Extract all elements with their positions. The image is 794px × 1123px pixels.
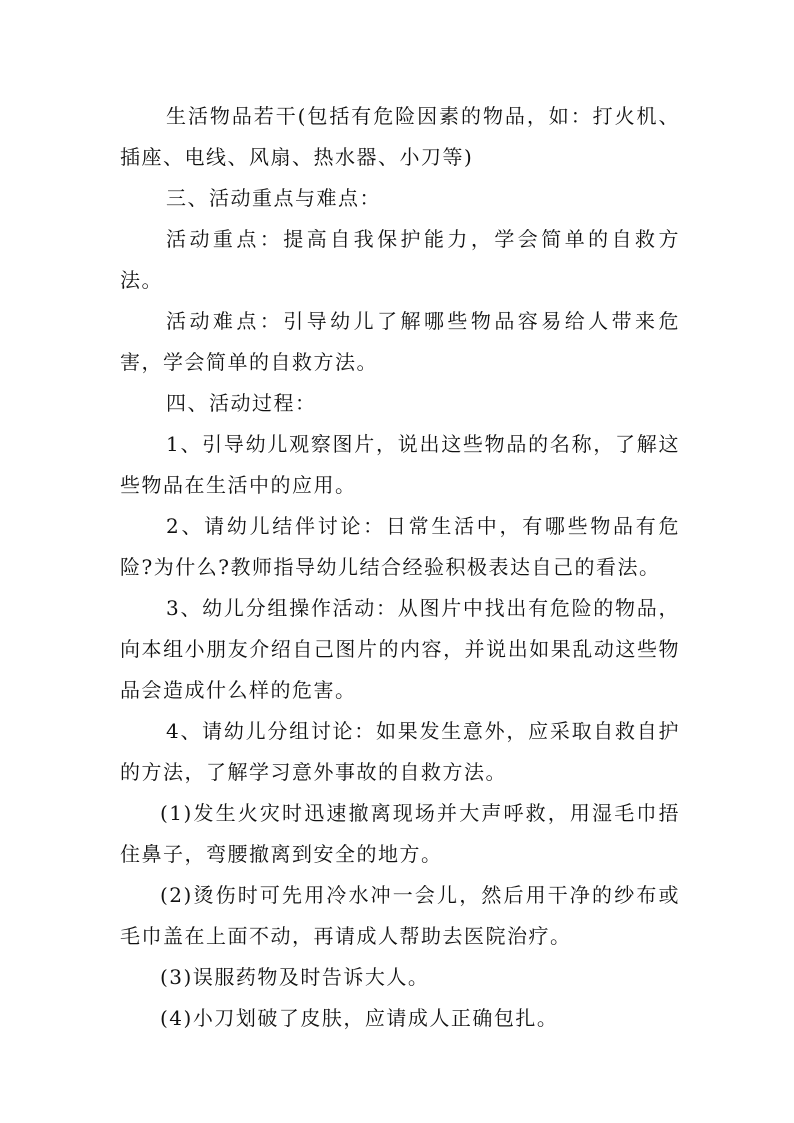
paragraph-difficulty: 活动难点：引导幼儿了解哪些物品容易给人带来危害，学会简单的自救方法。 (120, 309, 680, 374)
paragraph-substep-3: (3)误服药物及时告诉大人。 (160, 965, 430, 989)
paragraph-substep-2: (2)烫伤时可先用冷水冲一会儿，然后用干净的纱布或毛巾盖在上面不动，再请成人帮助去医院治疗。 (120, 883, 680, 948)
paragraph-step-4: 4、请幼儿分组讨论：如果发生意外，应采取自救自护的方法，了解学习意外事故的自救方法。 (120, 719, 680, 784)
paragraph-substep-1: (1)发生火灾时迅速撤离现场并大声呼救，用湿毛巾捂住鼻子，弯腰撤离到安全的地方。 (120, 801, 680, 866)
heading-key-points: 三、活动重点与难点： (166, 186, 381, 210)
paragraph-step-3: 3、幼儿分组操作活动：从图片中找出有危险的物品，向本组小朋友介绍自己图片的内容，并说出如果乱动这些物品会造成什么样的危害。 (120, 596, 680, 702)
paragraph-step-1: 1、引导幼儿观察图片，说出这些物品的名称，了解这些物品在生活中的应用。 (120, 432, 680, 497)
paragraph-materials: 生活物品若干(包括有危险因素的物品，如：打火机、插座、电线、风扇、热水器、小刀等) (120, 104, 680, 169)
paragraph-step-2: 2、请幼儿结伴讨论：日常生活中，有哪些物品有危险?为什么?教师指导幼儿结合经验积极表达自己的看法。 (120, 514, 680, 579)
heading-process: 四、活动过程： (166, 391, 317, 415)
document-body (120, 96, 680, 1039)
paragraph-substep-4: (4)小刀划破了皮肤，应请成人正确包扎。 (160, 1006, 559, 1030)
paragraph-key-point: 活动重点：提高自我保护能力，学会简单的自救方法。 (120, 227, 680, 292)
